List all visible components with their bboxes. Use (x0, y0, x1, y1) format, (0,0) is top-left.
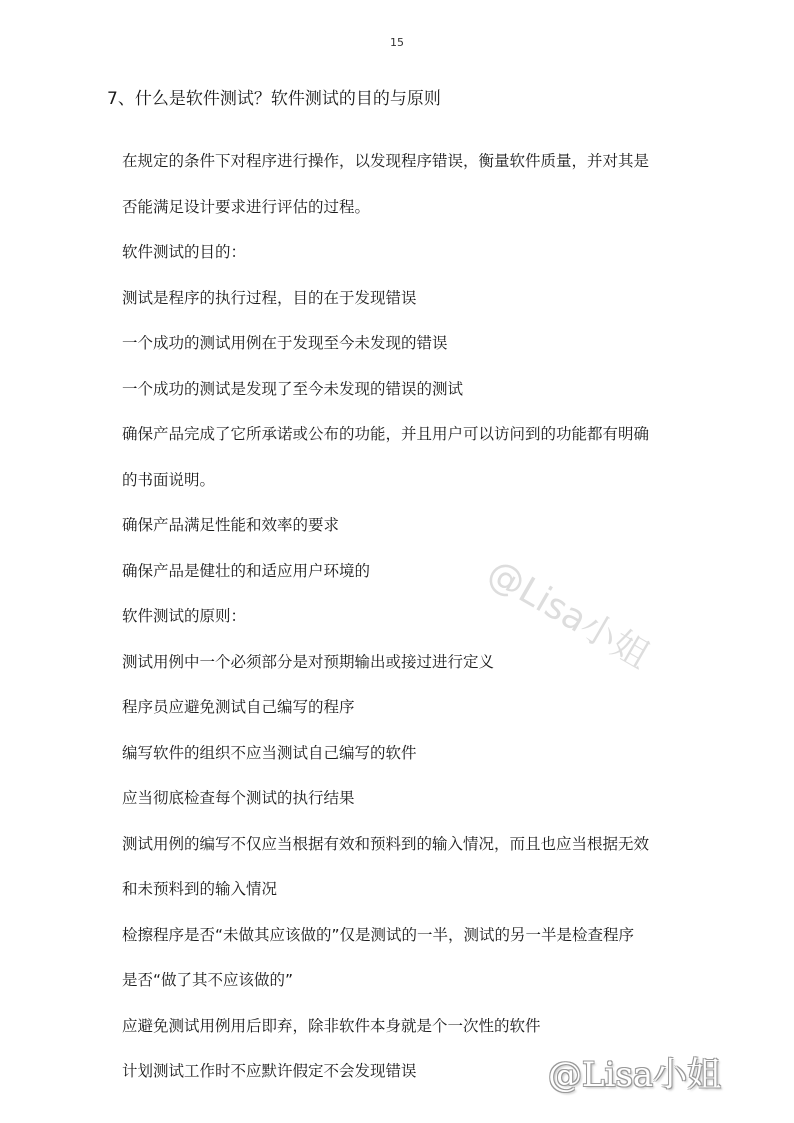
body-line: 的书面说明。 (122, 470, 216, 489)
body-line: 确保产品满足性能和效率的要求 (122, 516, 340, 534)
body-line: 是否“做了其不应该做的” (122, 971, 294, 989)
watermark-corner: @Lisa小姐 (548, 1055, 722, 1095)
body-line: 一个成功的测试用例在于发现至今未发现的错误 (122, 334, 448, 352)
section-label-purpose: 软件测试的目的： (122, 243, 247, 261)
body-line: 测试用例的编写不仅应当根据有效和预料到的输入情况，而且也应当根据无效 (122, 834, 650, 853)
page-number: 15 (390, 36, 404, 49)
body-line: 确保产品是健壮的和适应用户环境的 (122, 561, 371, 580)
body-line: 否能满足设计要求进行评估的过程。 (122, 197, 371, 216)
body-line: 编写软件的组织不应当测试自己编写的软件 (122, 743, 417, 762)
body-line: 计划测试工作时不应默许假定不会发现错误 (122, 1062, 417, 1080)
question-heading: 7、什么是软件测试？软件测试的目的与原则 (107, 89, 441, 109)
body-line: 应当彻底检查每个测试的执行结果 (122, 789, 355, 807)
body-line: 测试用例中一个必须部分是对预期输出或接过进行定义 (122, 652, 495, 671)
body-line: 应避免测试用例用后即弃，除非软件本身就是个一次性的软件 (122, 1016, 541, 1035)
section-label-principles: 软件测试的原则： (122, 607, 247, 625)
body-line: 在规定的条件下对程序进行操作，以发现程序错误，衡量软件质量，并对其是 (122, 152, 650, 170)
body-line: 一个成功的测试是发现了至今未发现的错误的测试 (122, 379, 464, 398)
body-line: 测试是程序的执行过程，目的在于发现错误 (122, 288, 417, 307)
body-line: 程序员应避免测试自己编写的程序 (122, 698, 355, 716)
watermark-middle: @Lisa小姐 (480, 551, 656, 677)
body-line: 和未预料到的输入情况 (122, 880, 278, 898)
body-line: 确保产品完成了它所承诺或公布的功能，并且用户可以访问到的功能都有明确 (122, 425, 650, 443)
body-line: 检擦程序是否“未做其应该做的”仅是测试的一半，测试的另一半是检查程序 (122, 925, 635, 944)
